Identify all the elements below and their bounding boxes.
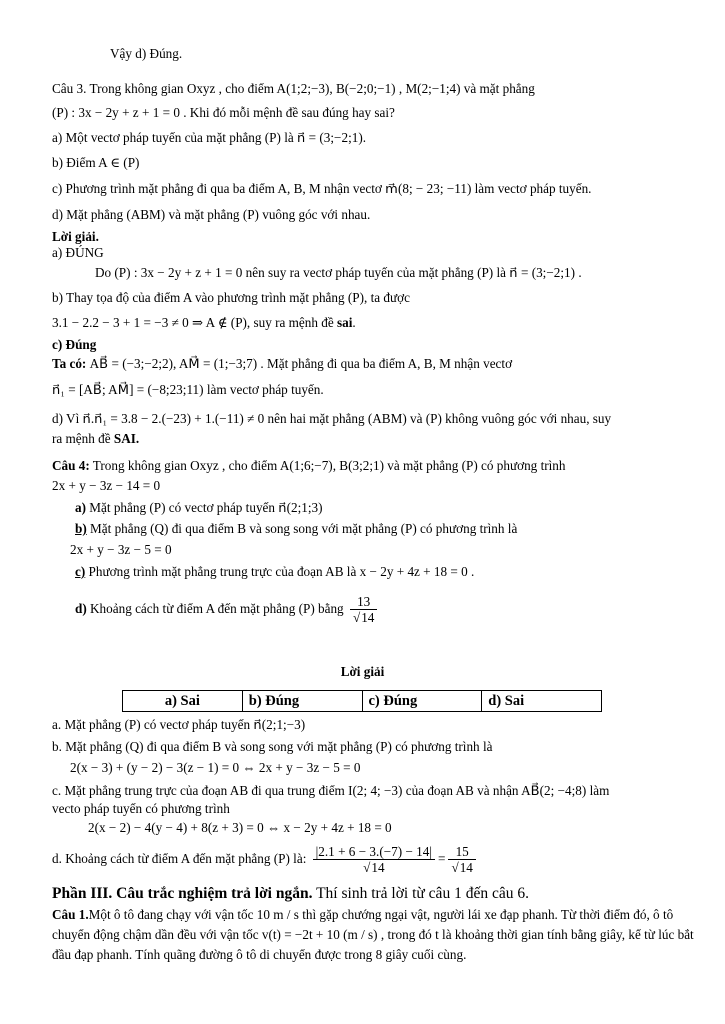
q3-statement-b: b) Điểm A ∈ (P) — [52, 155, 140, 170]
question-4-stem: Câu 4: Trong không gian Oxyz , cho điểm A(1;6;−7), B(3;2;1) và mặt phẳng (P) có phương trình — [52, 458, 566, 473]
q4-solution-b: b. Mặt phẳng (Q) đi qua điểm B và song song với mặt phẳng (P) có phương trình là — [52, 739, 493, 754]
solution-c-normal: n⃗₁ = [AB⃗; AM⃗] = (−8;23;11) làm vectơ pháp tuyến. — [52, 382, 324, 397]
distance-solution-fraction: $\frac{|2.1 + 6 - 3.(-7) - 14|}{√14}$ — [313, 844, 435, 876]
q4-statement-b-equation: 2x + y − 3z − 5 = 0 — [70, 542, 172, 557]
q4-solution-c-cont: vecto pháp tuyến có phương trình — [52, 801, 230, 816]
q4-solution-c: c. Mặt phẳng trung trực của đoạn AB đi qua trung điểm I(2; 4; −3) của đoạn AB và nhận AB⃗(2; −4;8) làm — [52, 783, 610, 798]
solution-c-vectors: Ta có: AB⃗ = (−3;−2;2), AM⃗ = (1;−3;7) . Mặt phẳng đi qua ba điểm A, B, M nhận vectơ — [52, 356, 513, 371]
q3-statement-a: a) Một vectơ pháp tuyến của mặt phẳng (P) là n⃗ = (3;−2;1). — [52, 130, 367, 145]
question-3-stem: Câu 3. Trong không gian Oxyz , cho điểm A(1;2;−3), B(−2;0;−1) , M(2;−1;4) và mặt phẳng — [52, 81, 535, 96]
q4-statement-d: d) Khoảng cách từ điểm A đến mặt phẳng (P) bằng $\frac{13}{√14}$ — [75, 592, 701, 626]
q4-solution-d: d. Khoảng cách từ điểm A đến mặt phẳng (P) là: $\frac{|2.1 + 6 - 3.(-7) - 14|}{√14}$ = $\frac{15}{√14}$ — [52, 842, 701, 876]
conclusion-line: Vậy d) Đúng. — [110, 46, 183, 61]
answer-cell-d: d) Sai — [482, 691, 602, 712]
sai-conclusion: SAI. — [113, 431, 140, 446]
question-4-label: Câu 4: — [52, 458, 90, 473]
answer-heading: Lời giải — [340, 664, 385, 679]
answer-cell-a: a) Sai — [123, 691, 243, 712]
part-3-question-1: Câu 1.Một ô tô đang chạy với vận tốc 10 m / s thì gặp chướng ngại vật, người lái xe đạp phanh. Từ thời điểm đó, ô tô chuyển động chậm dần đều với vận tốc v(t) = −2t + 10 (m / s) , trong đó t là khoảng thời gian tính bằng giây, kể từ lúc bắt đầu đạp phanh. Tính quãng đường ô tô di chuyển được trong 8 giây cuối cùng. — [52, 907, 694, 962]
q3-statement-c: c) Phương trình mặt phẳng đi qua ba điểm A, B, M nhận vectơ m⃗(8; − 23; −11) làm vectơ pháp tuyến. — [52, 181, 592, 196]
answer-cell-b: b) Đúng — [242, 691, 362, 712]
question-1-label: Câu 1. — [52, 907, 89, 922]
distance-result-fraction: $\frac{15}{√14}$ — [448, 844, 475, 876]
question-3-plane: (P) : 3x − 2y + z + 1 = 0 . Khi đó mỗi mệnh đề sau đúng hay sai? — [52, 105, 395, 120]
answer-cell-c: c) Đúng — [362, 691, 482, 712]
answer-table-row — [123, 691, 602, 712]
solution-d-conclusion: ra mệnh đề SAI. — [52, 431, 140, 446]
distance-fraction: $\frac{13}{√14}$ — [350, 594, 377, 626]
solution-heading: Lời giải. — [52, 229, 99, 244]
solution-b-calc: 3.1 − 2.2 − 3 + 1 = −3 ≠ 0 ⇒ A ∉ (P), suy ra mệnh đề sai. — [52, 315, 356, 330]
solution-c-label: c) Đúng — [52, 337, 97, 352]
q4-statement-c: c) Phương trình mặt phẳng trung trực của đoạn AB là x − 2y + 4z + 18 = 0 . — [75, 564, 475, 579]
q3-statement-d: d) Mặt phẳng (ABM) và mặt phẳng (P) vuông góc với nhau. — [52, 207, 371, 222]
part-3-heading: Phần III. Câu trắc nghiệm trả lời ngắn. Thí sinh trả lời từ câu 1 đến câu 6. — [52, 885, 529, 902]
q4-solution-c-equation: 2(x − 2) − 4(y − 4) + 8(z + 3) = 0 ⇔ x − 2y + 4z + 18 = 0 — [88, 820, 392, 835]
solution-a-text: Do (P) : 3x − 2y + z + 1 = 0 nên suy ra vectơ pháp tuyến của mặt phẳng (P) là n⃗ = (3;−2;1) . — [95, 265, 582, 280]
q4-solution-b-equation: 2(x − 3) + (y − 2) − 3(z − 1) = 0 ⇔ 2x + y − 3z − 5 = 0 — [70, 760, 361, 775]
sai-emphasis: sai — [337, 315, 353, 330]
q4-statement-a: a) Mặt phẳng (P) có vectơ pháp tuyến n⃗(2;1;3) — [75, 500, 323, 515]
solution-b-text: b) Thay tọa độ của điểm A vào phương trình mặt phẳng (P), ta được — [52, 290, 410, 305]
ta-co-label: Ta có: — [52, 356, 90, 371]
solution-a-label: a) ĐÚNG — [52, 245, 104, 260]
question-4-plane: 2x + y − 3z − 14 = 0 — [52, 478, 161, 493]
answer-table — [122, 690, 602, 712]
q4-statement-b: b) Mặt phẳng (Q) đi qua điểm B và song song với mặt phẳng (P) có phương trình là — [75, 521, 518, 536]
q4-solution-a: a. Mặt phẳng (P) có vectơ pháp tuyến n⃗(2;1;−3) — [52, 717, 306, 732]
solution-d-text: d) Vì n⃗.n⃗₁ = 3.8 − 2.(−23) + 1.(−11) ≠ 0 nên hai mặt phẳng (ABM) và (P) không vuông góc với nhau, suy — [52, 411, 612, 426]
